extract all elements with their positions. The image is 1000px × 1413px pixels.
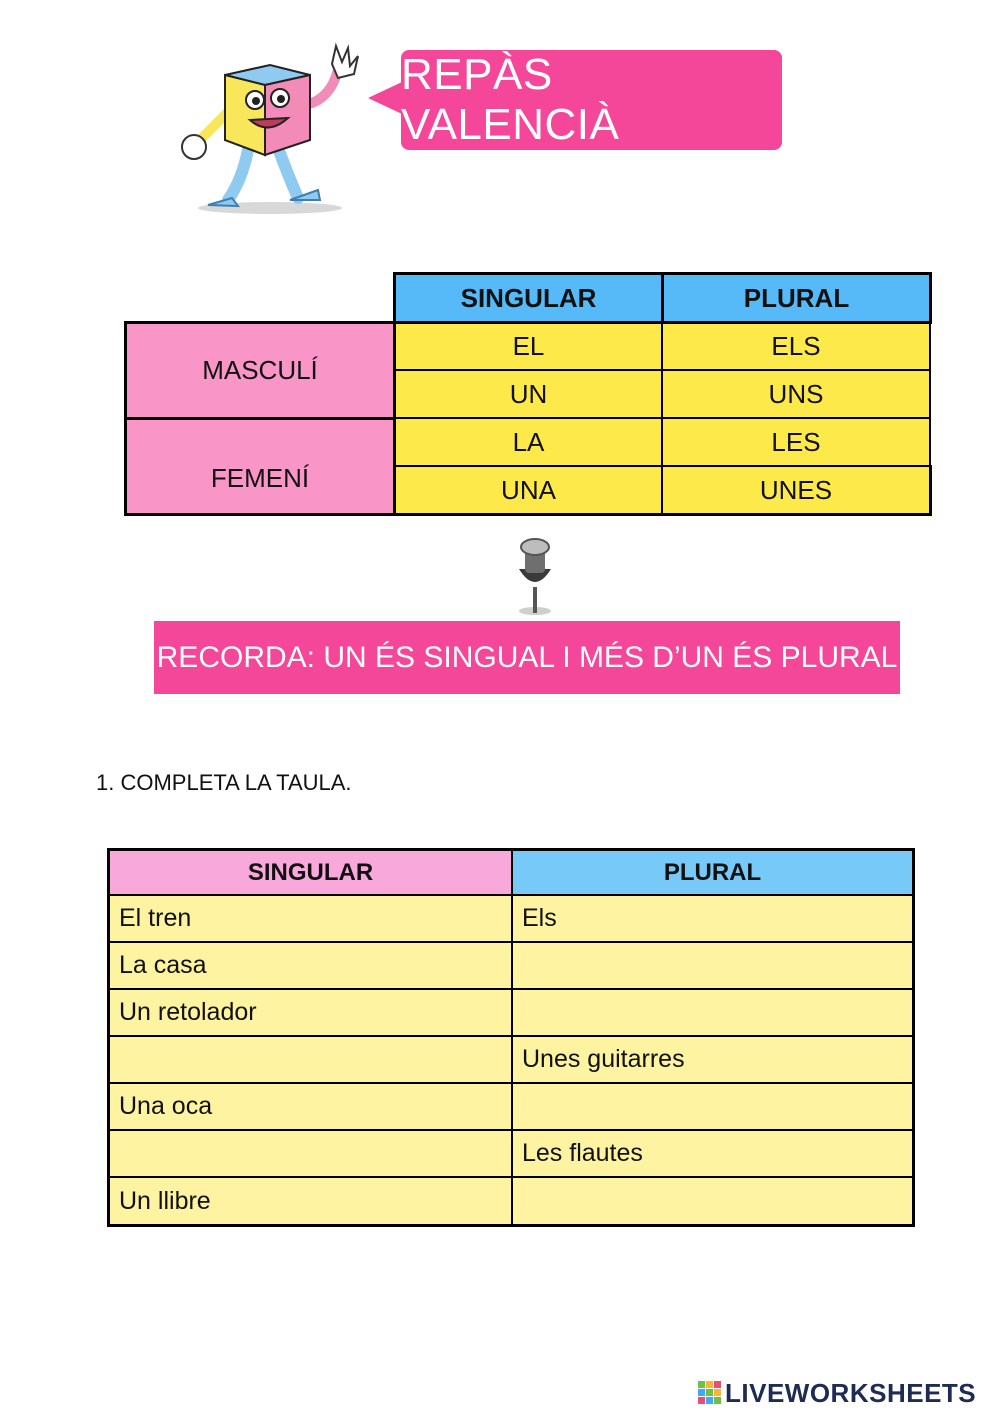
liveworksheets-logo <box>697 1378 976 1408</box>
exercise-header-plural: PLURAL <box>513 851 912 896</box>
exercise-header-row <box>110 851 912 896</box>
grammar-cell: ELS <box>661 322 931 371</box>
exercise-instruction: 1. COMPLETA LA TAULA. <box>96 770 352 795</box>
plural-answer-field[interactable] <box>513 990 912 1037</box>
liveworksheets-logo-text: LIVEWORKSHEETS <box>725 1377 977 1408</box>
pushpin-icon <box>505 535 565 617</box>
grammar-label-femeni: FEMENÍ <box>124 417 396 516</box>
grammar-cell: UN <box>394 369 663 419</box>
plural-answer-field[interactable] <box>513 1084 912 1131</box>
grammar-cell: UNA <box>394 465 663 516</box>
table-row <box>110 1131 912 1178</box>
grammar-label-masculi: MASCULÍ <box>124 321 396 420</box>
plural-cell[interactable]: Els <box>513 896 912 943</box>
grammar-header-singular: SINGULAR <box>393 272 664 324</box>
singular-answer-field[interactable] <box>110 1037 513 1084</box>
singular-cell: Un retolador <box>110 990 513 1037</box>
grammar-cell: EL <box>394 322 663 371</box>
table-row <box>110 943 912 990</box>
grammar-cell: LES <box>661 417 931 467</box>
exercise-table <box>107 848 915 1227</box>
cube-mascot-illustration <box>170 40 370 220</box>
grammar-cell: UNES <box>661 465 932 516</box>
plural-answer-field[interactable] <box>513 1178 912 1224</box>
singular-cell: Una oca <box>110 1084 513 1131</box>
table-row <box>110 1084 912 1131</box>
reminder-banner: RECORDA: UN ÉS SINGUAL I MÉS D’UN ÉS PLURAL <box>154 621 900 694</box>
liveworksheets-logo-icon <box>697 1380 723 1406</box>
grammar-cell: LA <box>394 417 663 467</box>
plural-cell: Unes guitarres <box>513 1037 912 1084</box>
page-title: REPÀS VALENCIÀ <box>401 50 782 150</box>
singular-cell: La casa <box>110 943 513 990</box>
plural-cell: Les flautes <box>513 1131 912 1178</box>
grammar-header-plural: PLURAL <box>661 272 932 324</box>
table-row <box>110 1037 912 1084</box>
table-row <box>110 1178 912 1224</box>
table-row <box>110 896 912 943</box>
table-row <box>110 990 912 1037</box>
speech-bubble-tail <box>368 82 402 114</box>
plural-answer-field[interactable] <box>513 943 912 990</box>
singular-answer-field[interactable] <box>110 1131 513 1178</box>
grammar-cell: UNS <box>661 369 931 419</box>
singular-cell: Un llibre <box>110 1178 513 1224</box>
singular-cell: El tren <box>110 896 513 943</box>
exercise-header-singular: SINGULAR <box>110 851 513 896</box>
